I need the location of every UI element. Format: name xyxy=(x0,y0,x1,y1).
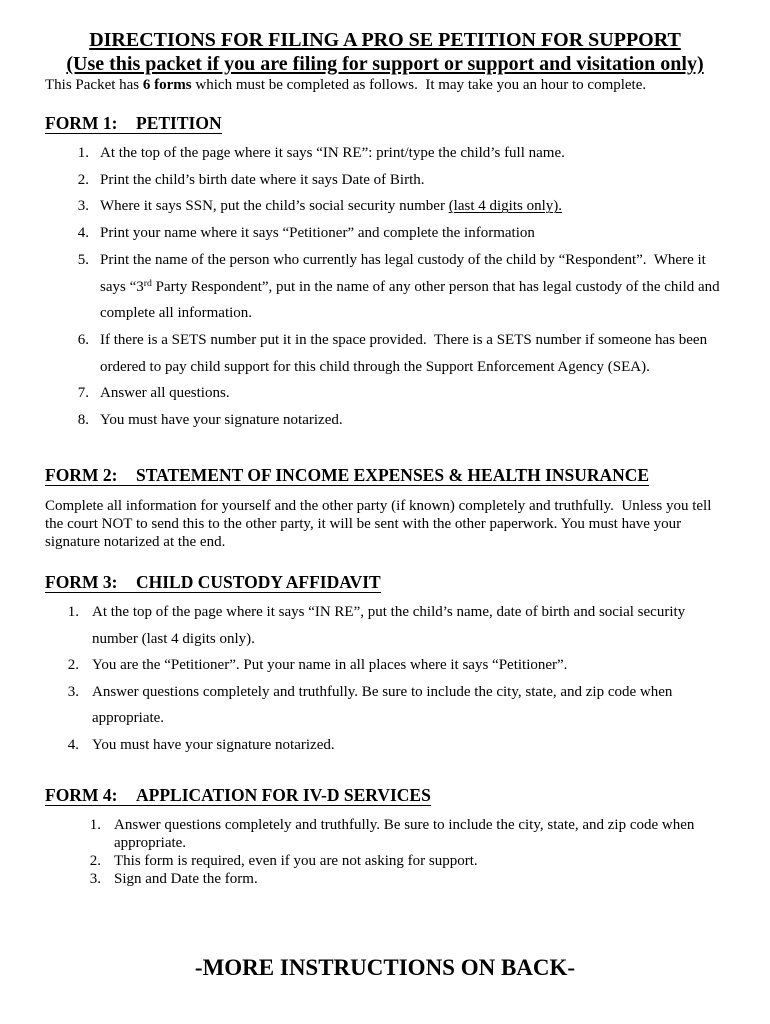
form4-heading-underlined xyxy=(45,787,431,806)
item-text: You must have your signature notarized. xyxy=(100,412,343,429)
form2-heading xyxy=(45,467,649,486)
item-number: 4. xyxy=(67,736,79,753)
item-text: If there is a SETS number put it in the space provided. There is a SETS number if someone has been ordered to pay child support for this child through the Support Enforcement Agency (SEA). xyxy=(100,331,711,375)
item-number: 1. xyxy=(67,604,79,620)
item-text: At the top of the page where it says “IN RE”: print/type the child’s full name. xyxy=(100,145,565,161)
list-item xyxy=(67,652,712,679)
list-item xyxy=(89,816,730,852)
document-title xyxy=(0,29,770,51)
list-item xyxy=(77,220,727,247)
intro-line xyxy=(45,76,646,94)
form2-instructions-text: Complete all information for yourself and the other party (if known) completely and truthfully. Unless you tell the court NOT to send this to the other party, it will be sent with the other paperwork. You must have your signature notarized at the end. xyxy=(45,498,716,550)
item-number: 3. xyxy=(67,683,79,700)
form1-instructions-list xyxy=(77,140,727,434)
form1-heading-underlined xyxy=(45,115,222,134)
form2-instructions xyxy=(45,497,725,551)
list-item xyxy=(77,380,727,407)
form2-heading-underlined xyxy=(45,467,649,486)
intro-text-end: which must be completed as follows. It may take you an hour to complete. xyxy=(191,77,647,93)
list-item xyxy=(77,167,727,194)
item-number: 7. xyxy=(77,385,89,402)
form2-label: FORM 2: xyxy=(45,465,118,485)
intro-text-start: This Packet has xyxy=(45,77,143,93)
item-text: You must have your signature notarized. xyxy=(92,736,335,753)
form3-instructions-list xyxy=(67,599,712,759)
document-subtitle xyxy=(0,53,770,75)
form1-heading xyxy=(45,115,222,134)
item-number: 8. xyxy=(77,412,89,429)
item-text: Where it says SSN, put the child’s social security number xyxy=(100,198,449,215)
item-text: Print the child’s birth date where it says Date of Birth. xyxy=(100,171,425,188)
intro-form-count: 6 forms xyxy=(142,77,192,93)
form3-label: FORM 3: xyxy=(45,572,118,592)
list-item xyxy=(77,193,727,220)
form1-label: FORM 1: xyxy=(45,113,118,133)
more-instructions-notice: -MORE INSTRUCTIONS ON BACK- xyxy=(194,955,576,980)
ordinal-superscript: rd xyxy=(143,277,152,289)
form3-heading-underlined xyxy=(45,574,381,593)
item-number: 3. xyxy=(77,198,89,215)
list-item xyxy=(67,732,712,759)
form3-heading xyxy=(45,574,381,593)
item-number: 1. xyxy=(77,145,89,161)
item-text: Print the name of the person who currently has legal custody of the child by “Respondent”. Where it says “3 xyxy=(100,251,710,295)
list-item xyxy=(89,870,730,888)
item-number: 2. xyxy=(89,853,101,869)
list-item xyxy=(77,140,727,167)
form4-instructions-list xyxy=(89,816,730,888)
item-text-underlined: (last 4 digits only). xyxy=(448,198,563,215)
item-number: 1. xyxy=(89,817,101,833)
list-item xyxy=(77,327,727,380)
item-text: At the top of the page where it says “IN RE”, put the child’s name, date of birth and social security number (last 4 digits only). xyxy=(92,604,689,647)
item-text-continued: Party Respondent”, put in the name of any other person that has legal custody of the child and complete all information. xyxy=(100,278,724,322)
item-text: This form is required, even if you are not asking for support. xyxy=(114,853,478,869)
item-text: Print your name where it says “Petitioner” and complete the information xyxy=(100,225,535,242)
form4-label: FORM 4: xyxy=(45,785,118,805)
item-number: 4. xyxy=(77,225,89,242)
form2-title: STATEMENT OF INCOME EXPENSES & HEALTH INSURANCE xyxy=(136,465,650,485)
document-title-text: DIRECTIONS FOR FILING A PRO SE PETITION FOR SUPPORT xyxy=(89,29,681,51)
item-number: 2. xyxy=(67,657,79,674)
document-subtitle-text: (Use this packet if you are filing for support or support and visitation only) xyxy=(66,53,704,75)
list-item xyxy=(77,247,727,327)
item-number: 6. xyxy=(77,331,89,348)
form3-title: CHILD CUSTODY AFFIDAVIT xyxy=(136,572,381,592)
list-item xyxy=(77,407,727,434)
item-text: Answer questions completely and truthfully. Be sure to include the city, state, and zip code when appropriate. xyxy=(92,683,677,727)
form4-heading xyxy=(45,787,431,806)
form1-title: PETITION xyxy=(136,113,222,133)
item-number: 5. xyxy=(77,251,89,268)
item-text: You are the “Petitioner”. Put your name in all places where it says “Petitioner”. xyxy=(92,657,568,674)
form4-title: APPLICATION FOR IV-D SERVICES xyxy=(136,785,431,805)
item-text: Answer all questions. xyxy=(100,385,230,402)
item-number: 2. xyxy=(77,171,89,188)
item-number: 3. xyxy=(89,871,101,887)
item-text: Answer questions completely and truthfully. Be sure to include the city, state, and zip code when appropriate. xyxy=(114,817,699,851)
list-item xyxy=(67,679,712,732)
list-item xyxy=(89,852,730,870)
item-text: Sign and Date the form. xyxy=(114,871,258,887)
list-item xyxy=(67,599,712,652)
